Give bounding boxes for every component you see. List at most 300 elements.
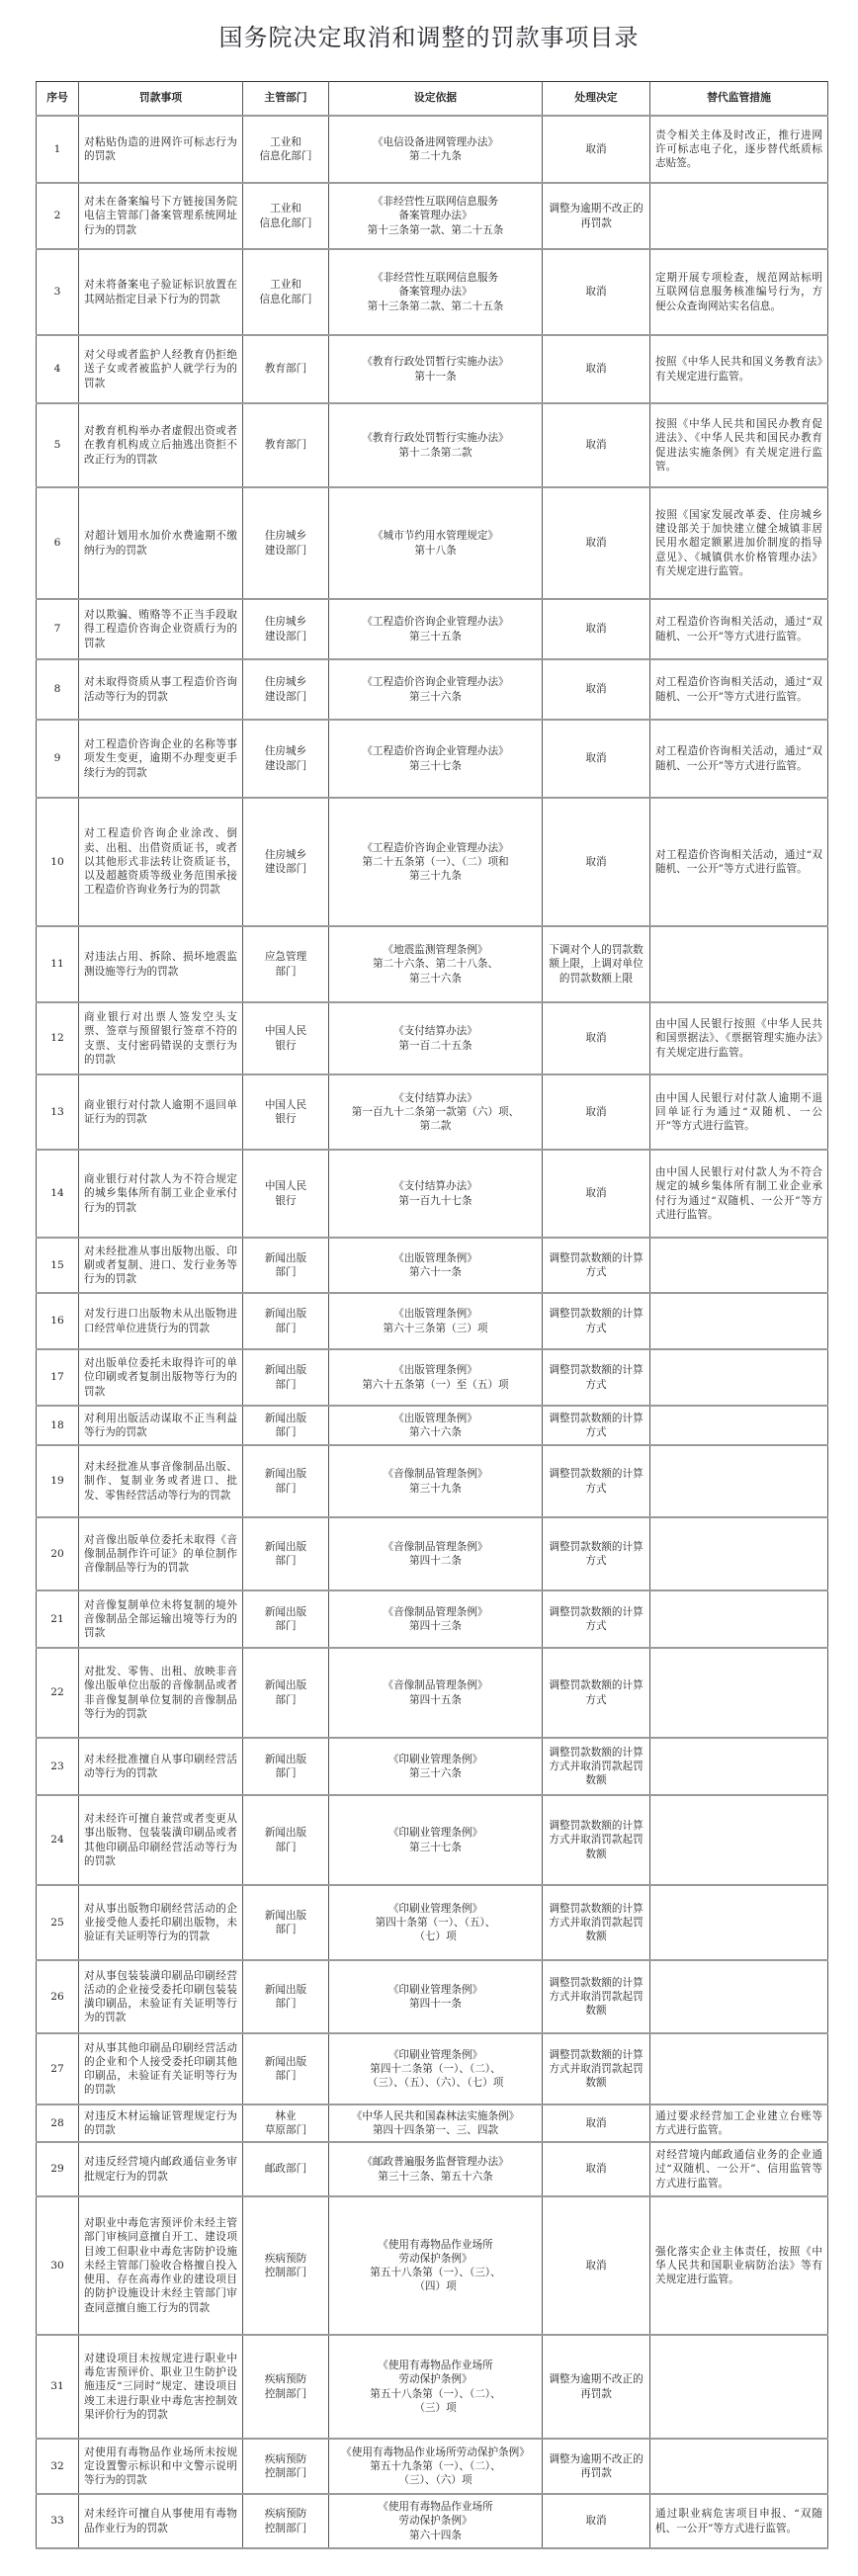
header-basis: 设定依据 bbox=[329, 82, 543, 117]
header-decision: 处理决定 bbox=[543, 82, 650, 117]
cell-dept bbox=[243, 926, 329, 1002]
cell-dept-line: 部门 bbox=[275, 1924, 297, 1935]
cell-dept-line: 控制部门 bbox=[264, 2387, 307, 2400]
cell-no: 20 bbox=[37, 1517, 79, 1590]
cell-basis-line: 第二款 bbox=[419, 1120, 452, 1133]
cell-decision: 调整罚款数额的计算方式 bbox=[543, 1238, 650, 1293]
cell-basis-line: 《出版管理条例》 bbox=[393, 1251, 477, 1264]
table-row bbox=[37, 1960, 828, 2033]
cell-dept bbox=[243, 1738, 329, 1795]
cell-dept bbox=[243, 2335, 329, 2439]
cell-alt: 对经营境内邮政通信业务的企业通过“双随机、一公开”、信用监管等方式进行监管。 bbox=[650, 2142, 828, 2196]
cell-decision: 调整为逾期不改正的再罚款 bbox=[543, 2439, 650, 2494]
cell-basis-line: 第四十五条 bbox=[409, 1693, 462, 1706]
cell-decision: 调整罚款数额的计算方式并取消罚款起罚数额 bbox=[543, 1885, 650, 1960]
cell-alt bbox=[650, 2033, 828, 2104]
cell-dept-line: 新闻出版 bbox=[264, 1753, 307, 1765]
cell-basis-line: （七）项 bbox=[414, 1931, 457, 1943]
table-row bbox=[37, 1648, 828, 1738]
cell-no: 22 bbox=[37, 1648, 79, 1738]
cell-alt bbox=[650, 1590, 828, 1648]
cell-basis bbox=[329, 249, 543, 335]
cell-alt bbox=[650, 2439, 828, 2494]
cell-decision: 调整为逾期不改正的再罚款 bbox=[543, 2335, 650, 2439]
cell-dept-line: 中国人民 bbox=[264, 1098, 307, 1111]
cell-dept-line: 教育部门 bbox=[264, 363, 307, 376]
cell-basis-line: 第六十一条 bbox=[409, 1266, 462, 1278]
cell-dept-line: 工业和 bbox=[270, 279, 301, 292]
cell-item: 商业银行对付款人逾期不退回单证行为的罚款 bbox=[79, 1074, 243, 1150]
cell-basis-line: （三）、（六）项 bbox=[398, 2474, 472, 2487]
table-row bbox=[37, 2104, 828, 2142]
cell-basis-line: 第三十六条 bbox=[409, 1767, 462, 1779]
cell-basis-line: （三）、（五）、（六）、（七）项 bbox=[367, 2077, 504, 2090]
cell-dept-line: 新闻出版 bbox=[264, 1251, 307, 1264]
table-row bbox=[37, 926, 828, 1002]
cell-basis bbox=[329, 2033, 543, 2104]
cell-dept bbox=[243, 1074, 329, 1150]
cell-item: 对音像复制单位未将复制的境外音像制品全部运输出境等行为的罚款 bbox=[79, 1590, 243, 1648]
cell-dept bbox=[243, 2033, 329, 2104]
cell-decision: 调整罚款数额的计算方式 bbox=[543, 1648, 650, 1738]
cell-dept bbox=[243, 1002, 329, 1074]
cell-basis-line: 第二十五条第（一）、（二）项和 bbox=[362, 855, 509, 868]
cell-no: 14 bbox=[37, 1150, 79, 1238]
cell-item: 对未经批准从事出版物出版、印刷或者复制、进口、发行业务等行为的罚款 bbox=[79, 1238, 243, 1293]
cell-dept bbox=[243, 2494, 329, 2548]
penalty-items-table bbox=[36, 81, 828, 2549]
cell-dept bbox=[243, 720, 329, 798]
cell-dept-line: 新闻出版 bbox=[264, 1909, 307, 1922]
cell-basis-line: 第四十条第（一）、（五）、 bbox=[375, 1916, 496, 1929]
cell-dept-line: 部门 bbox=[275, 1378, 297, 1391]
cell-decision: 调整罚款数额的计算方式并取消罚款起罚数额 bbox=[543, 1795, 650, 1885]
cell-basis bbox=[329, 2494, 543, 2548]
cell-basis-line: 第三十七条 bbox=[409, 1841, 462, 1853]
cell-dept bbox=[243, 1238, 329, 1293]
cell-dept-line: 新闻出版 bbox=[264, 1412, 307, 1424]
cell-item: 对音像出版单位委托未取得《音像制品制作许可证》的单位制作音像制品等行为的罚款 bbox=[79, 1517, 243, 1590]
table-row bbox=[37, 249, 828, 335]
cell-dept-line: 部门 bbox=[275, 1620, 297, 1632]
cell-basis bbox=[329, 183, 543, 249]
cell-dept bbox=[243, 1590, 329, 1648]
cell-item: 对未经许可擅自从事使用有毒物品作业行为的罚款 bbox=[79, 2494, 243, 2548]
cell-no: 12 bbox=[37, 1002, 79, 1074]
cell-dept-line: 新闻出版 bbox=[264, 1308, 307, 1321]
cell-dept-line: 新闻出版 bbox=[264, 1983, 307, 1996]
cell-basis-line: 第六十四条 bbox=[409, 2529, 462, 2541]
cell-item: 对超计划用水加价水费逾期不缴纳行为的罚款 bbox=[79, 487, 243, 599]
cell-item: 对违反经营境内邮政通信业务审批规定行为的罚款 bbox=[79, 2142, 243, 2196]
cell-dept bbox=[243, 335, 329, 403]
cell-basis-line: 劳动保护条例》 bbox=[398, 2252, 472, 2265]
cell-dept-line: 部门 bbox=[275, 1841, 297, 1853]
cell-item: 对父母或者监护人经教育仍拒绝送子女或者被监护人就学行为的罚款 bbox=[79, 335, 243, 403]
cell-basis-line: 第六十六条 bbox=[409, 1426, 462, 1438]
cell-item: 对未在备案编号下方链接国务院电信主管部门备案管理系统网址行为的罚款 bbox=[79, 183, 243, 249]
cell-basis-line: 《非经营性互联网信息服务 bbox=[372, 272, 499, 285]
cell-dept bbox=[243, 2439, 329, 2494]
cell-item: 对工程造价咨询企业的名称等事项发生变更，逾期不办理变更手续行为的罚款 bbox=[79, 720, 243, 798]
cell-alt bbox=[650, 1885, 828, 1960]
cell-basis-line: 《教育行政处罚暂行实施办法》 bbox=[362, 356, 509, 369]
table-header-row bbox=[37, 82, 828, 117]
table-body bbox=[37, 116, 828, 2548]
cell-basis-line: 《音像制品管理条例》 bbox=[383, 1468, 488, 1481]
cell-dept-line: 部门 bbox=[275, 1767, 297, 1779]
cell-item: 对工程造价咨询企业涂改、倒卖、出租、出借资质证书，或者以其他形式非法转让资质证书，以及超越资质等级业务范围承接工程造价咨询业务行为的罚款 bbox=[79, 798, 243, 926]
cell-alt bbox=[650, 926, 828, 1002]
cell-item: 对未经批准擅自从事印刷经营活动等行为的罚款 bbox=[79, 1738, 243, 1795]
cell-basis-line: 第四十三条 bbox=[409, 1620, 462, 1632]
cell-no: 26 bbox=[37, 1960, 79, 2033]
cell-basis bbox=[329, 487, 543, 599]
cell-decision: 下调对个人的罚款数额上限，上调对单位的罚款数额上限 bbox=[543, 926, 650, 1002]
cell-basis-line: 第三十六条 bbox=[409, 690, 462, 703]
cell-alt bbox=[650, 1293, 828, 1349]
cell-dept-line: 工业和 bbox=[270, 203, 301, 215]
cell-dept-line: 新闻出版 bbox=[264, 2055, 307, 2068]
cell-alt: 定期开展专项检查，规范网站标明互联网信息服务核准编号行为，方便公众查询网站实名信息。 bbox=[650, 249, 828, 335]
cell-no: 25 bbox=[37, 1885, 79, 1960]
cell-no: 33 bbox=[37, 2494, 79, 2548]
cell-basis-line: 《印刷业管理条例》 bbox=[387, 2048, 483, 2061]
table-row bbox=[37, 2033, 828, 2104]
cell-dept-line: 部门 bbox=[275, 1998, 297, 2010]
cell-basis-line: 第三十五条 bbox=[409, 630, 462, 643]
cell-dept-line: 工业和 bbox=[270, 135, 301, 148]
cell-basis-line: 第四十一条 bbox=[409, 1998, 462, 2010]
cell-alt bbox=[650, 1517, 828, 1590]
cell-decision: 调整罚款数额的计算方式 bbox=[543, 1406, 650, 1445]
cell-basis bbox=[329, 116, 543, 183]
cell-dept-line: 控制部门 bbox=[264, 2522, 307, 2534]
cell-dept-line: 信息化部门 bbox=[259, 150, 312, 162]
cell-basis bbox=[329, 1960, 543, 2033]
cell-basis-line: 第三十九条 bbox=[409, 1482, 462, 1495]
cell-dept-line: 新闻出版 bbox=[264, 1364, 307, 1377]
cell-dept-line: 建设部门 bbox=[264, 863, 307, 875]
cell-dept-line: 疾病预防 bbox=[264, 2452, 307, 2465]
cell-basis bbox=[329, 659, 543, 720]
cell-basis-line: 第三十七条 bbox=[409, 759, 462, 772]
cell-alt bbox=[650, 1795, 828, 1885]
cell-basis-line: 第十二条第二款 bbox=[398, 446, 472, 459]
table-row bbox=[37, 1074, 828, 1150]
table-row bbox=[37, 1150, 828, 1238]
cell-item: 对以欺骗、贿赂等不正当手段取得工程造价咨询企业资质行为的罚款 bbox=[79, 599, 243, 659]
cell-no: 16 bbox=[37, 1293, 79, 1349]
cell-no: 24 bbox=[37, 1795, 79, 1885]
cell-decision: 取消 bbox=[543, 1002, 650, 1074]
table-row bbox=[37, 2196, 828, 2335]
cell-decision: 取消 bbox=[543, 487, 650, 599]
cell-dept-line: 教育部门 bbox=[264, 439, 307, 452]
cell-basis bbox=[329, 599, 543, 659]
cell-alt bbox=[650, 1960, 828, 2033]
cell-basis-line: 第五十九条第（一）、（二）、 bbox=[370, 2459, 501, 2472]
cell-dept-line: 部门 bbox=[275, 2070, 297, 2082]
cell-no: 19 bbox=[37, 1445, 79, 1517]
cell-basis-line: 《支付结算办法》 bbox=[393, 1180, 477, 1193]
cell-basis-line: 《使用有毒物品作业场所 bbox=[378, 2501, 493, 2514]
cell-alt: 由中国人民银行对付款人逾期不退回单证行为通过“双随机、一公开”等方式进行监管。 bbox=[650, 1074, 828, 1150]
cell-dept-line: 部门 bbox=[275, 1555, 297, 1567]
cell-no: 30 bbox=[37, 2196, 79, 2335]
cell-alt bbox=[650, 1738, 828, 1795]
cell-decision: 调整罚款数额的计算方式 bbox=[543, 1293, 650, 1349]
cell-basis bbox=[329, 335, 543, 403]
cell-basis bbox=[329, 1074, 543, 1150]
cell-dept-line: 部门 bbox=[275, 1482, 297, 1495]
cell-dept-line: 银行 bbox=[275, 1194, 297, 1207]
cell-dept bbox=[243, 1293, 329, 1349]
cell-dept-line: 信息化部门 bbox=[259, 293, 312, 305]
cell-basis-line: 《电信设备进网管理办法》 bbox=[372, 135, 499, 148]
cell-basis-line: 《印刷业管理条例》 bbox=[387, 1753, 483, 1765]
cell-item: 对职业中毒危害预评价未经主管部门审核同意擅自开工、建设项目竣工但职业中毒危害防护设施未经主管部门验收合格擅自投入使用、存在高毒作业的建设项目的防护设施设计未经主管部门审查同意擅自施工行为的罚款 bbox=[79, 2196, 243, 2335]
cell-item: 对违反木材运输证管理规定行为的罚款 bbox=[79, 2104, 243, 2142]
cell-basis-line: 《出版管理条例》 bbox=[393, 1364, 477, 1377]
cell-basis bbox=[329, 1590, 543, 1648]
cell-decision: 取消 bbox=[543, 335, 650, 403]
cell-no: 18 bbox=[37, 1406, 79, 1445]
table-row bbox=[37, 403, 828, 487]
table-row bbox=[37, 1238, 828, 1293]
cell-basis-line: 第二十六条、第二十八条、 bbox=[372, 958, 499, 971]
cell-basis-line: 劳动保护条例》 bbox=[398, 2515, 472, 2528]
cell-decision: 取消 bbox=[543, 720, 650, 798]
header-no: 序号 bbox=[37, 82, 79, 117]
cell-basis-line: 第四十二条 bbox=[409, 1555, 462, 1567]
cell-basis bbox=[329, 1406, 543, 1445]
cell-dept-line: 新闻出版 bbox=[264, 1605, 307, 1618]
table-row bbox=[37, 1795, 828, 1885]
cell-alt: 由中国人民银行对付款人为不符合规定的城乡集体所有制工业企业承付行为通过“双随机、一公开”等方式进行监管。 bbox=[650, 1150, 828, 1238]
cell-basis-line: 第三十六条 bbox=[409, 972, 462, 985]
cell-dept-line: 新闻出版 bbox=[264, 1468, 307, 1481]
table-row bbox=[37, 335, 828, 403]
table-row bbox=[37, 1002, 828, 1074]
cell-decision: 取消 bbox=[543, 599, 650, 659]
cell-basis-line: （四）项 bbox=[414, 2280, 457, 2293]
cell-basis-line: 《印刷业管理条例》 bbox=[387, 1902, 483, 1915]
cell-item: 对从事包装装潢印刷品印刷经营活动的企业接受委托印刷包装装潢印刷品，未验证有关证明等行为的罚款 bbox=[79, 1960, 243, 2033]
cell-basis-line: 《工程造价咨询企业管理办法》 bbox=[362, 745, 509, 758]
cell-no: 4 bbox=[37, 335, 79, 403]
cell-dept bbox=[243, 1648, 329, 1738]
cell-alt: 对工程造价咨询相关活动，通过“双随机、一公开”等方式进行监管。 bbox=[650, 798, 828, 926]
cell-dept bbox=[243, 249, 329, 335]
cell-dept-line: 中国人民 bbox=[264, 1180, 307, 1193]
cell-no: 1 bbox=[37, 116, 79, 183]
cell-item: 对未经许可擅自兼营或者变更从事出版物、包装装潢印刷品或者其他印刷品印刷经营活动等行为的罚款 bbox=[79, 1795, 243, 1885]
cell-dept-line: 中国人民 bbox=[264, 1025, 307, 1038]
cell-decision: 调整罚款数额的计算方式 bbox=[543, 1445, 650, 1517]
cell-no: 10 bbox=[37, 798, 79, 926]
cell-decision: 取消 bbox=[543, 2104, 650, 2142]
table-row bbox=[37, 1885, 828, 1960]
cell-basis-line: 第一百九十二条第一款第（六）项、 bbox=[351, 1105, 520, 1118]
cell-dept-line: 新闻出版 bbox=[264, 1827, 307, 1840]
cell-no: 23 bbox=[37, 1738, 79, 1795]
cell-basis bbox=[329, 1349, 543, 1406]
cell-alt bbox=[650, 2335, 828, 2439]
cell-no: 15 bbox=[37, 1238, 79, 1293]
cell-dept-line: 部门 bbox=[275, 1266, 297, 1278]
table-row bbox=[37, 1445, 828, 1517]
cell-dept bbox=[243, 1150, 329, 1238]
cell-basis bbox=[329, 2335, 543, 2439]
cell-basis-line: 《城市节约用水管理规定》 bbox=[372, 530, 499, 543]
cell-dept-line: 住房城乡 bbox=[264, 530, 307, 543]
cell-basis bbox=[329, 1238, 543, 1293]
cell-alt: 对工程造价咨询相关活动，通过“双随机、一公开”等方式进行监管。 bbox=[650, 720, 828, 798]
cell-basis-line: 《音像制品管理条例》 bbox=[383, 1540, 488, 1553]
cell-basis bbox=[329, 1738, 543, 1795]
cell-dept bbox=[243, 2142, 329, 2196]
cell-alt: 责令相关主体及时改正，推行进网许可标志电子化，逐步替代纸质标志贴签。 bbox=[650, 116, 828, 183]
cell-basis bbox=[329, 2439, 543, 2494]
cell-basis-line: 第六十五条第（一）至（五）项 bbox=[362, 1378, 509, 1391]
table-row bbox=[37, 1590, 828, 1648]
cell-dept bbox=[243, 599, 329, 659]
cell-dept bbox=[243, 1445, 329, 1517]
cell-alt: 强化落实企业主体责任，按照《中华人民共和国职业病防治法》等有关规定进行监管。 bbox=[650, 2196, 828, 2335]
table-row bbox=[37, 2335, 828, 2439]
cell-basis-line: 《教育行政处罚暂行实施办法》 bbox=[362, 432, 509, 445]
cell-alt bbox=[650, 1238, 828, 1293]
cell-alt bbox=[650, 1648, 828, 1738]
cell-basis-line: 《支付结算办法》 bbox=[393, 1091, 477, 1104]
cell-basis-line: 第十三条第一款、第二十五条 bbox=[367, 223, 504, 236]
cell-dept-line: 信息化部门 bbox=[259, 216, 312, 229]
cell-dept bbox=[243, 1517, 329, 1590]
cell-alt: 按照《国家发展改革委、住房城乡建设部关于加快建立健全城镇非居民用水超定额累进加价制度的指导意见》、《城镇供水价格管理办法》有关规定进行监管。 bbox=[650, 487, 828, 599]
cell-item: 对未经批准从事音像制品出版、制作、复制业务或者进口、批发、零售经营活动等行为的罚款 bbox=[79, 1445, 243, 1517]
cell-basis-line: 第一百九十七条 bbox=[398, 1194, 472, 1207]
cell-item: 对粘贴伪造的进网许可标志行为的罚款 bbox=[79, 116, 243, 183]
cell-basis-line: 《工程造价咨询企业管理办法》 bbox=[362, 676, 509, 689]
cell-alt bbox=[650, 1445, 828, 1517]
cell-item: 对出版单位委托未取得许可的单位印刷或者复制出版物等行为的罚款 bbox=[79, 1349, 243, 1406]
cell-basis bbox=[329, 1293, 543, 1349]
cell-dept-line: 住房城乡 bbox=[264, 676, 307, 689]
cell-item: 对未将备案电子验证标识放置在其网站指定目录下行为的罚款 bbox=[79, 249, 243, 335]
cell-dept bbox=[243, 116, 329, 183]
table-row bbox=[37, 1349, 828, 1406]
cell-decision: 取消 bbox=[543, 2494, 650, 2548]
cell-basis bbox=[329, 403, 543, 487]
cell-basis bbox=[329, 1002, 543, 1074]
cell-decision: 取消 bbox=[543, 1074, 650, 1150]
cell-basis-line: 第四十四条第一、三、四款 bbox=[372, 2124, 499, 2136]
cell-basis-line: 《印刷业管理条例》 bbox=[387, 1983, 483, 1996]
cell-basis-line: 第十八条 bbox=[414, 544, 457, 557]
cell-basis bbox=[329, 1885, 543, 1960]
cell-decision: 调整罚款数额的计算方式 bbox=[543, 1517, 650, 1590]
header-item: 罚款事项 bbox=[79, 82, 243, 117]
cell-basis bbox=[329, 720, 543, 798]
cell-decision: 调整罚款数额的计算方式并取消罚款起罚数额 bbox=[543, 1960, 650, 2033]
cell-basis bbox=[329, 1795, 543, 1885]
cell-alt bbox=[650, 183, 828, 249]
table-row bbox=[37, 1517, 828, 1590]
table-row bbox=[37, 2439, 828, 2494]
cell-decision: 取消 bbox=[543, 2196, 650, 2335]
cell-no: 29 bbox=[37, 2142, 79, 2196]
cell-basis-line: 第一百二十五条 bbox=[398, 1039, 472, 1052]
cell-dept-line: 建设部门 bbox=[264, 630, 307, 643]
cell-decision: 取消 bbox=[543, 1150, 650, 1238]
cell-dept-line: 住房城乡 bbox=[264, 745, 307, 758]
cell-dept-line: 控制部门 bbox=[264, 2467, 307, 2479]
cell-basis bbox=[329, 1150, 543, 1238]
cell-alt: 由中国人民银行按照《中华人民共和国票据法》、《票据管理实施办法》有关规定进行监管。 bbox=[650, 1002, 828, 1074]
cell-dept-line: 部门 bbox=[275, 1693, 297, 1706]
cell-no: 31 bbox=[37, 2335, 79, 2439]
cell-dept-line: 林业 bbox=[275, 2109, 297, 2122]
cell-decision: 取消 bbox=[543, 2142, 650, 2196]
cell-basis-line: 《出版管理条例》 bbox=[393, 1412, 477, 1424]
cell-dept bbox=[243, 2104, 329, 2142]
cell-no: 5 bbox=[37, 403, 79, 487]
cell-alt: 按照《中华人民共和国民办教育促进法》、《中华人民共和国民办教育促进法实施条例》有关规定进行监管。 bbox=[650, 403, 828, 487]
cell-basis-line: 第二十九条 bbox=[409, 150, 462, 162]
cell-basis-line: 《工程造价咨询企业管理办法》 bbox=[362, 616, 509, 629]
cell-item: 对从事出版物印刷经营活动的企业接受他人委托印刷出版物，未验证有关证明等行为的罚款 bbox=[79, 1885, 243, 1960]
cell-item: 商业银行对付款人为不符合规定的城乡集体所有制工业企业承付行为的罚款 bbox=[79, 1150, 243, 1238]
cell-basis-line: 备案管理办法》 bbox=[398, 286, 472, 299]
cell-decision: 调整罚款数额的计算方式 bbox=[543, 1349, 650, 1406]
cell-item: 对发行进口出版物未从出版物进口经营单位进货行为的罚款 bbox=[79, 1293, 243, 1349]
table-row bbox=[37, 2142, 828, 2196]
table-row bbox=[37, 116, 828, 183]
cell-decision: 调整为逾期不改正的再罚款 bbox=[543, 183, 650, 249]
cell-dept bbox=[243, 403, 329, 487]
cell-dept bbox=[243, 487, 329, 599]
cell-basis-line: 《印刷业管理条例》 bbox=[387, 1827, 483, 1840]
cell-dept-line: 疾病预防 bbox=[264, 2252, 307, 2265]
cell-item: 对建设项目未按规定进行职业中毒危害预评价、职业卫生防护设施违反“三同时”规定、建设项目竣工未进行职业中毒危害控制效果评价行为的罚款 bbox=[79, 2335, 243, 2439]
cell-dept bbox=[243, 1885, 329, 1960]
cell-dept-line: 新闻出版 bbox=[264, 1540, 307, 1553]
cell-alt bbox=[650, 1349, 828, 1406]
cell-no: 3 bbox=[37, 249, 79, 335]
table-row bbox=[37, 1738, 828, 1795]
cell-basis-line: 《出版管理条例》 bbox=[393, 1308, 477, 1321]
cell-alt: 按照《中华人民共和国义务教育法》有关规定进行监管。 bbox=[650, 335, 828, 403]
cell-item: 对从事其他印刷品印刷经营活动的企业和个人接受委托印刷其他印刷品，未验证有关证明等行为的罚款 bbox=[79, 2033, 243, 2104]
cell-decision: 取消 bbox=[543, 403, 650, 487]
cell-decision: 取消 bbox=[543, 798, 650, 926]
cell-basis-line: 《中华人民共和国森林法实施条例》 bbox=[351, 2109, 520, 2122]
document-title: 国务院决定取消和调整的罚款事项目录 bbox=[218, 24, 640, 51]
cell-basis-line: 第五十八条第（一）、（三）、 bbox=[370, 2267, 501, 2278]
cell-basis-line: （三）项 bbox=[414, 2401, 457, 2414]
cell-dept-line: 银行 bbox=[275, 1113, 297, 1125]
cell-basis-line: 《工程造价咨询企业管理办法》 bbox=[362, 841, 509, 854]
cell-item: 对教育机构举办者虚假出资或者在教育机构成立后抽逃出资拒不改正行为的罚款 bbox=[79, 403, 243, 487]
cell-no: 11 bbox=[37, 926, 79, 1002]
cell-basis-line: 《非经营性互联网信息服务 bbox=[372, 196, 499, 209]
cell-basis-line: 《音像制品管理条例》 bbox=[383, 1605, 488, 1618]
cell-dept bbox=[243, 798, 329, 926]
table-row bbox=[37, 487, 828, 599]
cell-item: 对违法占用、拆除、损坏地震监测设施等行为的罚款 bbox=[79, 926, 243, 1002]
cell-dept bbox=[243, 1795, 329, 1885]
